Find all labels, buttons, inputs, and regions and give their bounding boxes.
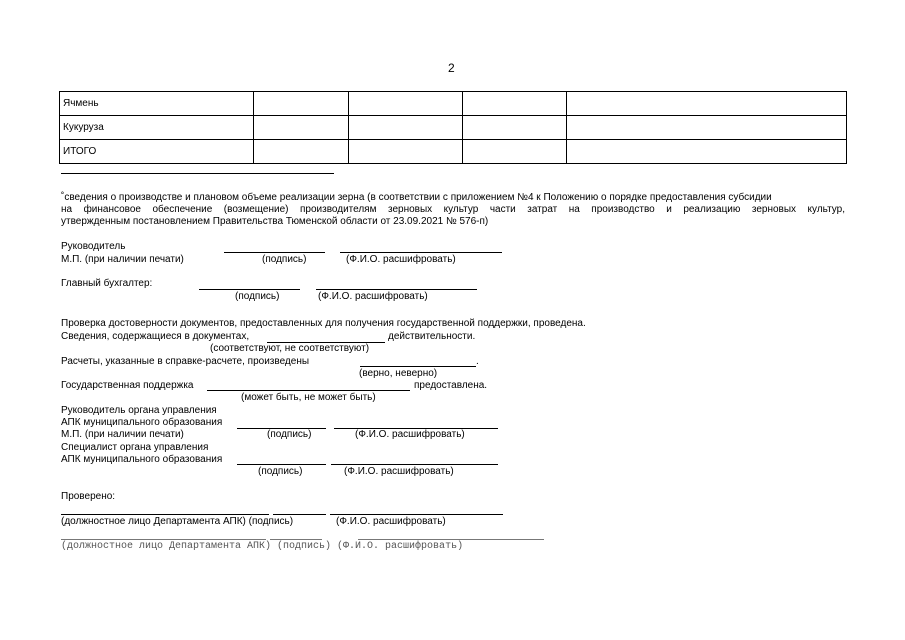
calc-caption: (верно, неверно)	[359, 368, 438, 379]
table-cell	[349, 116, 463, 140]
calc-text: Расчеты, указанные в справке-расчете, произведены	[61, 356, 310, 367]
specialist-1: Специалист органа управления	[61, 442, 209, 453]
sign-caption: (подпись)	[262, 254, 307, 265]
head-fio-line	[340, 252, 502, 253]
checked-fio-caption: (Ф.И.О. расшифровать)	[336, 516, 446, 527]
mgmt-stamp-label: М.П. (при наличии печати)	[61, 429, 184, 440]
sign-caption: (подпись)	[235, 291, 280, 302]
fio-caption: (Ф.И.О. расшифровать)	[318, 291, 428, 302]
ghost-position-line	[61, 539, 266, 540]
head-sign-line	[224, 252, 325, 253]
ghost-caption: (должностное лицо Департамента АПК) (подпись) (Ф.И.О. расшифровать)	[61, 541, 464, 552]
table-cell	[463, 92, 567, 116]
support-line	[207, 390, 410, 391]
fio-caption: (Ф.И.О. расшифровать)	[344, 466, 454, 477]
crop-table	[59, 91, 847, 164]
ghost-fio-line	[358, 539, 544, 540]
table-cell	[567, 116, 847, 140]
accountant-label: Главный бухгалтер:	[61, 278, 153, 289]
table-cell	[567, 92, 847, 116]
specialist-sign-line	[237, 464, 326, 465]
checked-caption: (должностное лицо Департамента АПК) (подпись)	[61, 516, 294, 527]
checked-sign-line	[273, 514, 326, 515]
support-text-a: Государственная поддержка	[61, 380, 194, 391]
head-label: Руководитель	[61, 241, 126, 252]
docs-caption: (соответствуют, не соответствуют)	[210, 343, 370, 354]
support-caption: (может быть, не может быть)	[241, 392, 376, 403]
footnote	[61, 192, 845, 228]
fio-caption: (Ф.И.О. расшифровать)	[355, 429, 465, 440]
checked-fio-line	[330, 514, 503, 515]
table-cell-name: Кукуруза	[60, 116, 254, 140]
page-number: 2	[448, 61, 455, 75]
sign-caption: (подпись)	[258, 466, 303, 477]
table-cell	[254, 140, 349, 164]
footnote-line-3: утвержденным постановлением Правительства Тюменской области от 23.09.2021 № 576-п)	[61, 216, 489, 227]
table-cell	[567, 140, 847, 164]
docs-text-b: действительности.	[388, 331, 476, 342]
table-row	[60, 140, 847, 164]
specialist-2: АПК муниципального образования	[61, 454, 223, 465]
sign-caption: (подпись)	[267, 429, 312, 440]
mgmt-head-1: Руководитель органа управления	[61, 405, 217, 416]
checked-label: Проверено:	[61, 491, 116, 502]
table-cell	[254, 92, 349, 116]
table-cell-name: Ячмень	[60, 92, 254, 116]
verification-title: Проверка достоверности документов, предоставленных для получения государственной поддержки, проведена.	[61, 318, 586, 329]
table-cell	[463, 140, 567, 164]
checked-position-line	[61, 514, 269, 515]
table-row	[60, 116, 847, 140]
table-row	[60, 92, 847, 116]
mgmt-head-2: АПК муниципального образования	[61, 417, 223, 428]
fio-caption: (Ф.И.О. расшифровать)	[346, 254, 456, 265]
calc-dot: .	[476, 356, 479, 367]
footnote-line-2: на финансовое обеспечение (возмещение) производителям зерновых культур части затрат на производство и реализацию зерновых культур,	[61, 204, 845, 215]
accountant-sign-line	[199, 289, 300, 290]
specialist-fio-line	[331, 464, 498, 465]
support-text-b: предоставлена.	[414, 380, 488, 391]
table-cell-name: ИТОГО	[60, 140, 254, 164]
table-cell	[463, 116, 567, 140]
docs-text-a: Сведения, содержащиеся в документах,	[61, 331, 250, 342]
accountant-fio-line	[316, 289, 477, 290]
table-cell	[349, 92, 463, 116]
footnote-separator	[61, 173, 334, 174]
calc-line	[360, 366, 476, 367]
stamp-label: М.П. (при наличии печати)	[61, 254, 184, 265]
table-cell	[349, 140, 463, 164]
table-cell	[254, 116, 349, 140]
footnote-line-1: ˚сведения о производстве и плановом объеме реализации зерна (в соответствии с приложением №4 к Положению о порядке предоставления субсидии	[61, 192, 772, 203]
ghost-sign-line	[270, 539, 322, 540]
